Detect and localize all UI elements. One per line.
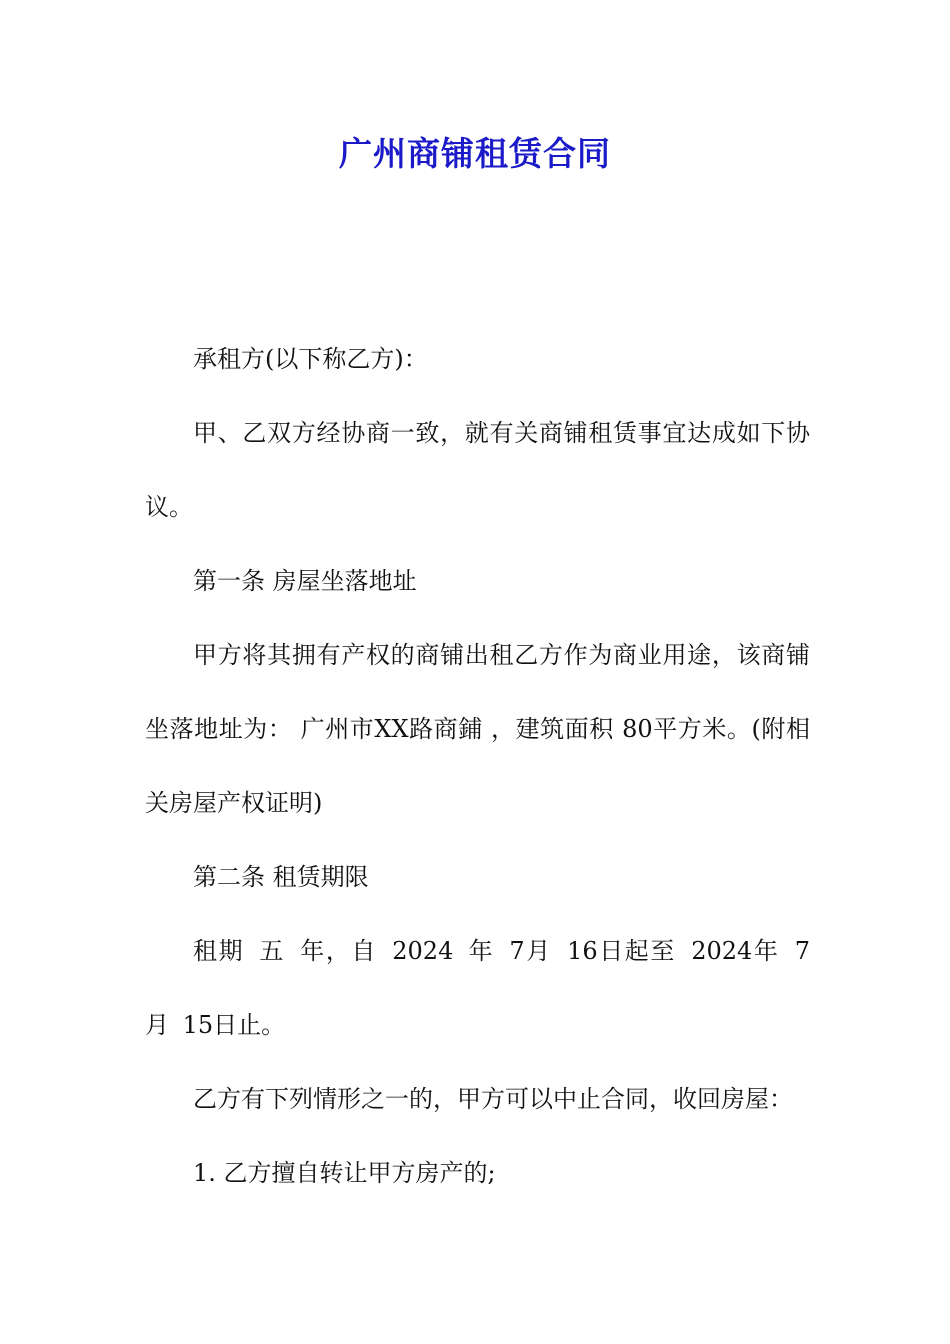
list-item-1: 1. 乙方擅自转让甲方房产的; — [193, 1159, 496, 1187]
document-body — [145, 322, 810, 1210]
article-1-heading: 第一条 房屋坐落地址 — [193, 567, 417, 595]
paragraph-address: 甲方将其拥有产权的商铺出租乙方作为商业用途，该商铺坐落地址为： 广州市XX路商鋪 ，建筑面积 80平方米。(附相关房屋产权证明) — [145, 641, 810, 817]
paragraph-lessee: 承租方(以下称乙方)： — [193, 345, 428, 373]
paragraph-termination: 乙方有下列情形之一的，甲方可以中止合同，收回房屋： — [193, 1085, 793, 1113]
paragraph-agreement: 甲、乙双方经协商一致，就有关商铺租赁事宜达成如下协议。 — [145, 419, 810, 521]
paragraph-term: 租期 五 年，自 2024 年 7月 16日起至 2024年 7 月 15日止。 — [145, 937, 810, 1039]
document-title: 广州商铺租赁合同 — [339, 134, 611, 173]
article-2-heading: 第二条 租赁期限 — [193, 863, 369, 891]
